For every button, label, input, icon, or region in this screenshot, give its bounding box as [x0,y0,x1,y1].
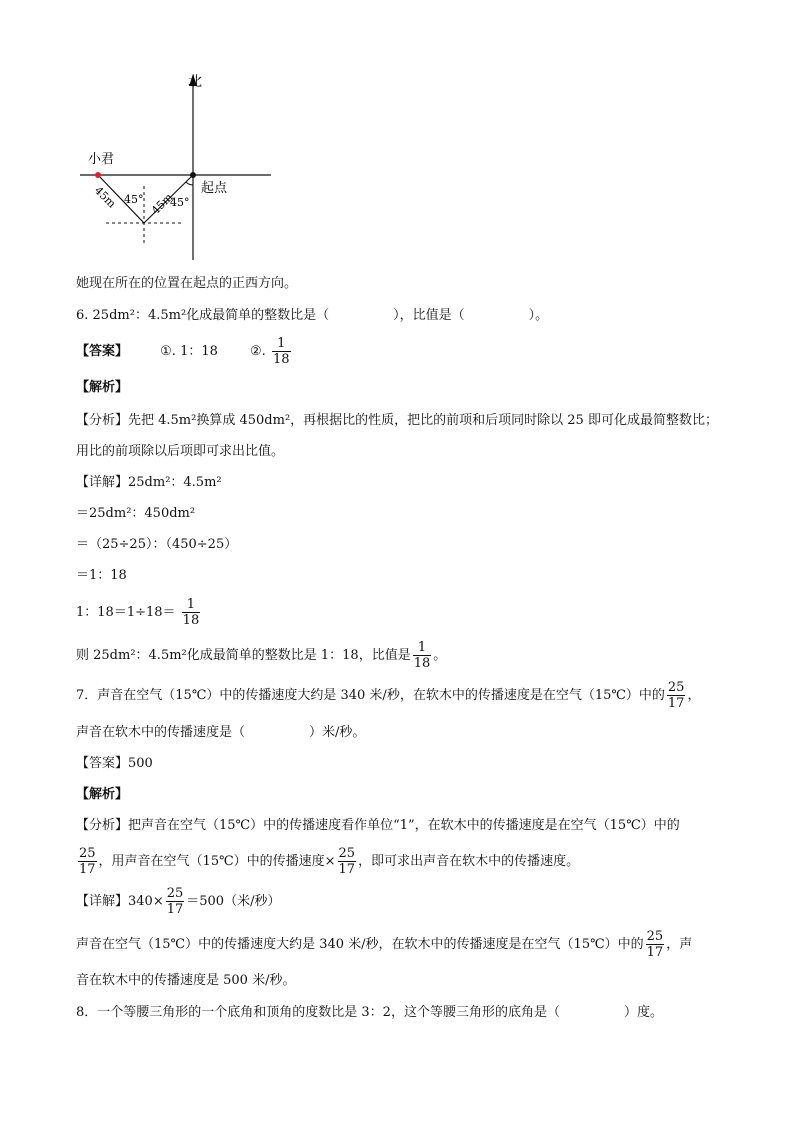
answer-tag: 【答案】 [76,344,129,359]
direction-diagram [76,68,276,264]
fraction: $\frac{25}{17}$ [79,846,96,877]
segment-1-length: 45m [91,183,119,211]
answer-1: ①. 1：18 [160,344,218,359]
q7-conclusion-2: 音在软木中的传播速度是 500 米/秒。 [76,973,296,988]
q6-answer [76,336,293,367]
fraction: $\frac{25}{17}$ [667,680,685,711]
fraction: $\frac{25}{17}$ [646,929,664,960]
q6-text-b: ），比值是（ [393,308,465,323]
person-label: 小君 [88,152,115,167]
fraction: $\frac{1}{18}$ [182,597,200,628]
analysis-tag: 【解析】 [76,380,129,395]
q6-detail-3: ＝（25÷25）：（450÷25） [76,537,238,552]
analysis-tag: 【解析】 [76,787,129,802]
q6-detail-5: 1：18＝1÷18＝ $\frac{1}{18}$ [76,597,200,628]
fraction: $\frac{25}{17}$ [338,846,356,877]
fraction: $\frac{1}{18}$ [413,640,431,671]
fraction: $\frac{25}{17}$ [166,886,184,917]
answer-fraction: $\frac{1}{18}$ [272,336,290,367]
angle-1-label: 45° [124,193,144,206]
start-point [190,172,196,178]
q6-text-c: ）。 [528,308,549,323]
north-label: 北 [188,74,202,90]
q7-analysis-2: $\frac{25}{17}$ ，用声音在空气（15℃）中的传播速度× $\frac{25}{17}$ ，即可求出声音在软木中的传播速度。 [79,846,580,877]
person-point [95,172,101,178]
question-7-line-2: 声音在软木中的传播速度是（ ）米/秒。 [76,725,366,740]
q7-answer: 【答案】500 [76,756,153,771]
answer-2: ②. [250,344,266,359]
start-label: 起点 [201,181,228,196]
q6-analysis-2: 用比的前项除以后项即可求出比值。 [76,444,285,459]
q6-text-a: 6. 25dm²：4.5m²化成最简单的整数比是（ [76,308,330,323]
segment-2-length: 45m [148,190,176,218]
question-7: 7．声音在空气（15℃）中的传播速度大约是 340 米/秒，在软木中的传播速度是在空气（15℃）中的 $\frac{25}{17}$ ， [76,680,701,711]
q7-detail: 【详解】340× $\frac{25}{17}$ ＝500（米/秒） [76,886,281,917]
q6-detail-6: 则 25dm²：4.5m²化成最简单的整数比是 1：18，比值是 $\frac{1}{18}$ 。 [76,640,447,671]
q6-analysis-1: 【分析】先把 4.5m²换算成 450dm²，再根据比的性质，把比的前项和后项同时除以 25 即可化成最简整数比； [76,413,718,428]
angle-arc [186,182,193,185]
angle-2-label: 45° [170,196,190,209]
q6-detail-1: 【详解】25dm²：4.5m² [76,475,222,490]
text-line: 她现在所在的位置在起点的正西方向。 [76,276,298,291]
q6-detail-4: ＝1：18 [76,568,127,583]
question-6 [76,307,548,325]
q7-analysis-1: 【分析】把声音在空气（15℃）中的传播速度看作单位“1”，在软木中的传播速度是在空气（15℃）中的 [76,818,680,833]
question-8: 8．一个等腰三角形的一个底角和顶角的度数比是 3：2，这个等腰三角形的底角是（ ）度。 [76,1005,663,1020]
q6-detail-2: ＝25dm²：450dm² [76,506,196,521]
q7-conclusion-1: 声音在空气（15℃）中的传播速度大约是 340 米/秒，在软木中的传播速度是在空气（15℃）中的 $\frac{25}{17}$ ，声 [76,929,693,960]
